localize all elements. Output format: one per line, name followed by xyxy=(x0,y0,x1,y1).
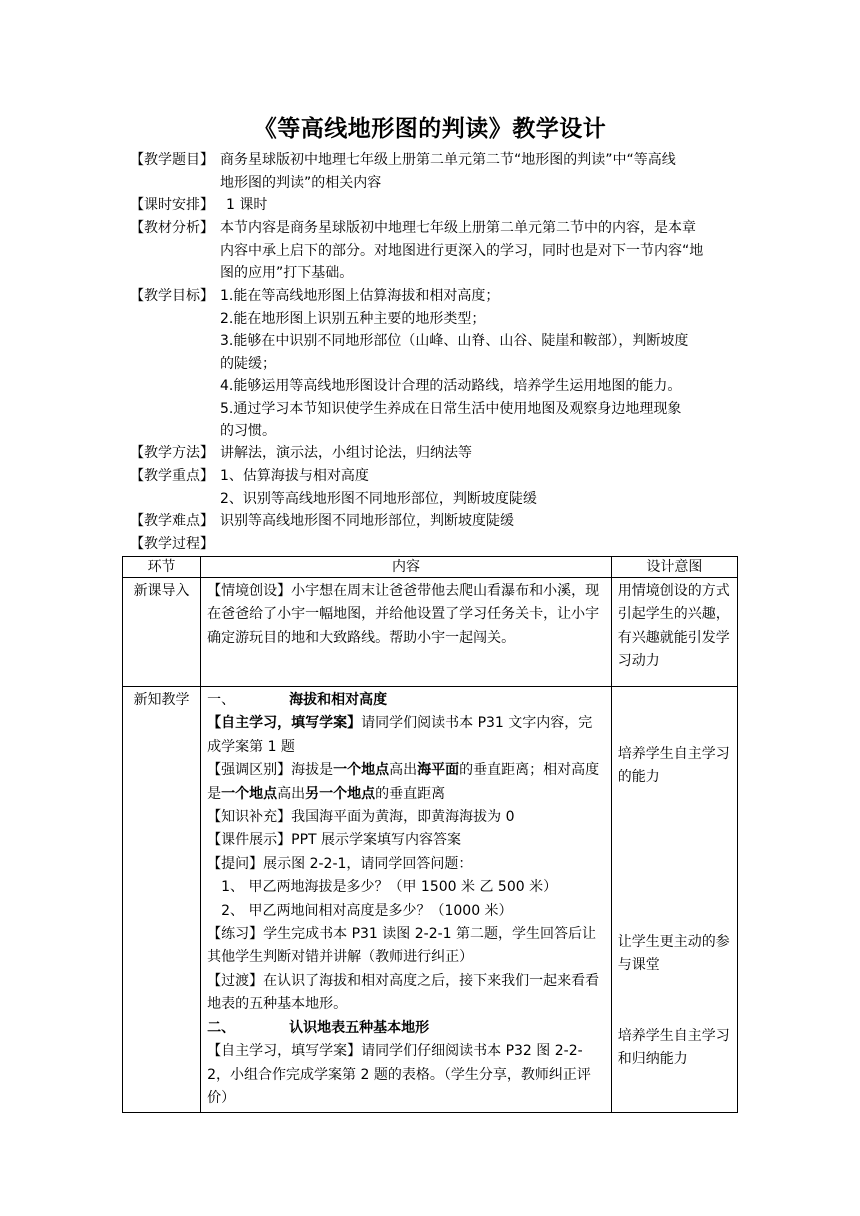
paragraph: 【提问】展示图 2-2-1，请同学回答问题： xyxy=(207,855,473,872)
field-label: 【教学目标】 xyxy=(130,288,214,304)
field-line: 的习惯。 xyxy=(220,423,276,439)
field-line: 5.通过学习本节知识使学生养成在日常生活中使用地图及观察身边地理现象 xyxy=(220,400,682,417)
field-analysis xyxy=(130,217,740,285)
text-emphasis: 海平面 xyxy=(417,762,460,779)
text-run: 高出 xyxy=(277,785,306,802)
field-label: 【教学过程】 xyxy=(130,536,214,552)
paragraph: 【过渡】在认识了海拔和相对高度之后，接下来我们一起来看看地表的五种基本地形。 xyxy=(207,972,600,1013)
intent-note: 培养学生自主学习的能力 xyxy=(617,746,730,786)
cell-intent xyxy=(611,687,737,1113)
field-label: 【教学题目】 xyxy=(130,152,214,168)
field-line: 1.能在等高线地形图上估算海拔和相对高度； xyxy=(220,288,500,304)
field-line: 讲解法，演示法，小组讨论法，归纳法等 xyxy=(220,445,472,461)
field-label: 【教学方法】 xyxy=(130,445,214,461)
document-title: 《等高线地形图的判读》教学设计 xyxy=(253,116,607,142)
text-run: 高出 xyxy=(389,762,418,779)
column-header-stage: 环节 xyxy=(123,557,201,578)
paragraph: 【课件展示】PPT 展示学案填写内容答案 xyxy=(207,832,462,849)
text-emphasis: 一个地点 xyxy=(221,785,278,802)
section-heading xyxy=(207,689,605,712)
process-table xyxy=(122,556,738,1113)
field-goals xyxy=(130,285,740,443)
cell-content: 【情境创设】小宇想在周末让爸爸带他去爬山看瀑布和小溪，现在爸爸给了小宇一幅地图，并给他设置了学习任务关卡，让小宇确定游玩目的地和大致路线。帮助小宇一起闯关。 xyxy=(201,578,612,687)
tag-label: 【强调区别】 xyxy=(207,762,292,779)
field-label: 【教学重点】 xyxy=(130,468,214,484)
text-run: 的垂直距离 xyxy=(375,785,446,802)
text-emphasis: 另一个地点 xyxy=(305,785,376,802)
field-label: 【课时安排】 xyxy=(130,197,214,213)
field-line: 的陡缓； xyxy=(220,355,276,372)
paragraph-text: 请同学们阅读书本 P31 文字内容，完成学案第 1 题 xyxy=(207,715,593,755)
field-line: 4.能够运用等高线地形图设计合理的活动路线，培养学生运用地图的能力。 xyxy=(220,378,682,394)
field-line: 2.能在地形图上识别五种主要的地形类型； xyxy=(220,310,486,327)
cell-stage: 新知教学 xyxy=(123,687,201,1113)
paragraph: 【练习】学生完成书本 P31 读图 2-2-1 第二题，学生回答后让其他学生判断对错并讲解（教师进行纠正） xyxy=(207,926,597,966)
cell-content xyxy=(201,687,612,1113)
field-line: 识别等高线地形图不同地形部位，判断坡度陡缓 xyxy=(220,513,514,529)
paragraph: 【知识补充】我国海平面为黄海，即黄海海拔为 0 xyxy=(207,809,515,826)
section-title: 认识地表五种基本地形 xyxy=(289,1019,430,1036)
section-heading xyxy=(207,1017,605,1040)
column-header-intent: 设计意图 xyxy=(611,557,737,578)
paragraph: 【自主学习，填写学案】请同学们仔细阅读书本 P32 图 2-2-2，小组合作完成学案第 2 题的表格。（学生分享，教师纠正评价） xyxy=(207,1043,591,1106)
field-line: 图的应用”打下基础。 xyxy=(220,265,354,281)
field-label: 【教材分析】 xyxy=(130,220,214,236)
paragraph xyxy=(207,712,605,759)
field-methods xyxy=(130,442,740,465)
section-number: 一、 xyxy=(207,692,236,708)
cell-stage: 新课导入 xyxy=(123,578,201,687)
field-keypoints xyxy=(130,465,740,510)
tag-label: 【自主学习，填写学案】 xyxy=(207,715,362,732)
question-item: 2、 甲乙两地间相对高度是多少？（1000 米） xyxy=(221,902,513,919)
table-header-row xyxy=(123,557,738,578)
table-row xyxy=(123,687,738,1113)
question-item: 1、 甲乙两地海拔是多少？（甲 1500 米 乙 500 米） xyxy=(221,879,558,896)
intent-note: 让学生更主动的参与课堂 xyxy=(617,934,730,974)
field-line: 内容中承上启下的部分。对地图进行更深入的学习，同时也是对下一节内容“地 xyxy=(220,242,704,259)
field-line: 1、估算海拔与相对高度 xyxy=(220,468,369,484)
text-emphasis: 一个地点 xyxy=(333,762,390,779)
field-topic xyxy=(130,149,740,194)
field-line: 本节内容是商务星球版初中地理七年级上册第二单元第二节中的内容，是本章 xyxy=(220,220,696,236)
field-line: 1 课时 xyxy=(226,197,268,213)
section-number: 二、 xyxy=(207,1019,236,1036)
intent-note: 培养学生自主学习和归纳能力 xyxy=(617,1028,730,1068)
field-line: 商务星球版初中地理七年级上册第二单元第二节“地形图的判读”中“等高线 xyxy=(220,152,676,168)
column-header-content: 内容 xyxy=(201,557,612,578)
text-run: 的垂直距离；相对高度是 xyxy=(207,762,600,802)
table-row xyxy=(123,578,738,687)
section-title: 海拔和相对高度 xyxy=(289,692,388,708)
field-line: 2、识别等高线地形图不同地形部位，判断坡度陡缓 xyxy=(220,490,537,507)
field-difficulties xyxy=(130,510,740,533)
field-line: 3.能够在中识别不同地形部位（山峰、山脊、山谷、陡崖和鞍部），判断坡度 xyxy=(220,333,689,349)
field-line: 地形图的判读”的相关内容 xyxy=(220,174,382,191)
cell-intent: 用情境创设的方式引起学生的兴趣，有兴趣就能引发学习动力 xyxy=(611,578,737,687)
text-run: 海拔是 xyxy=(291,762,334,779)
field-label: 【教学难点】 xyxy=(130,513,214,529)
field-schedule xyxy=(130,194,740,217)
paragraph xyxy=(207,759,605,806)
